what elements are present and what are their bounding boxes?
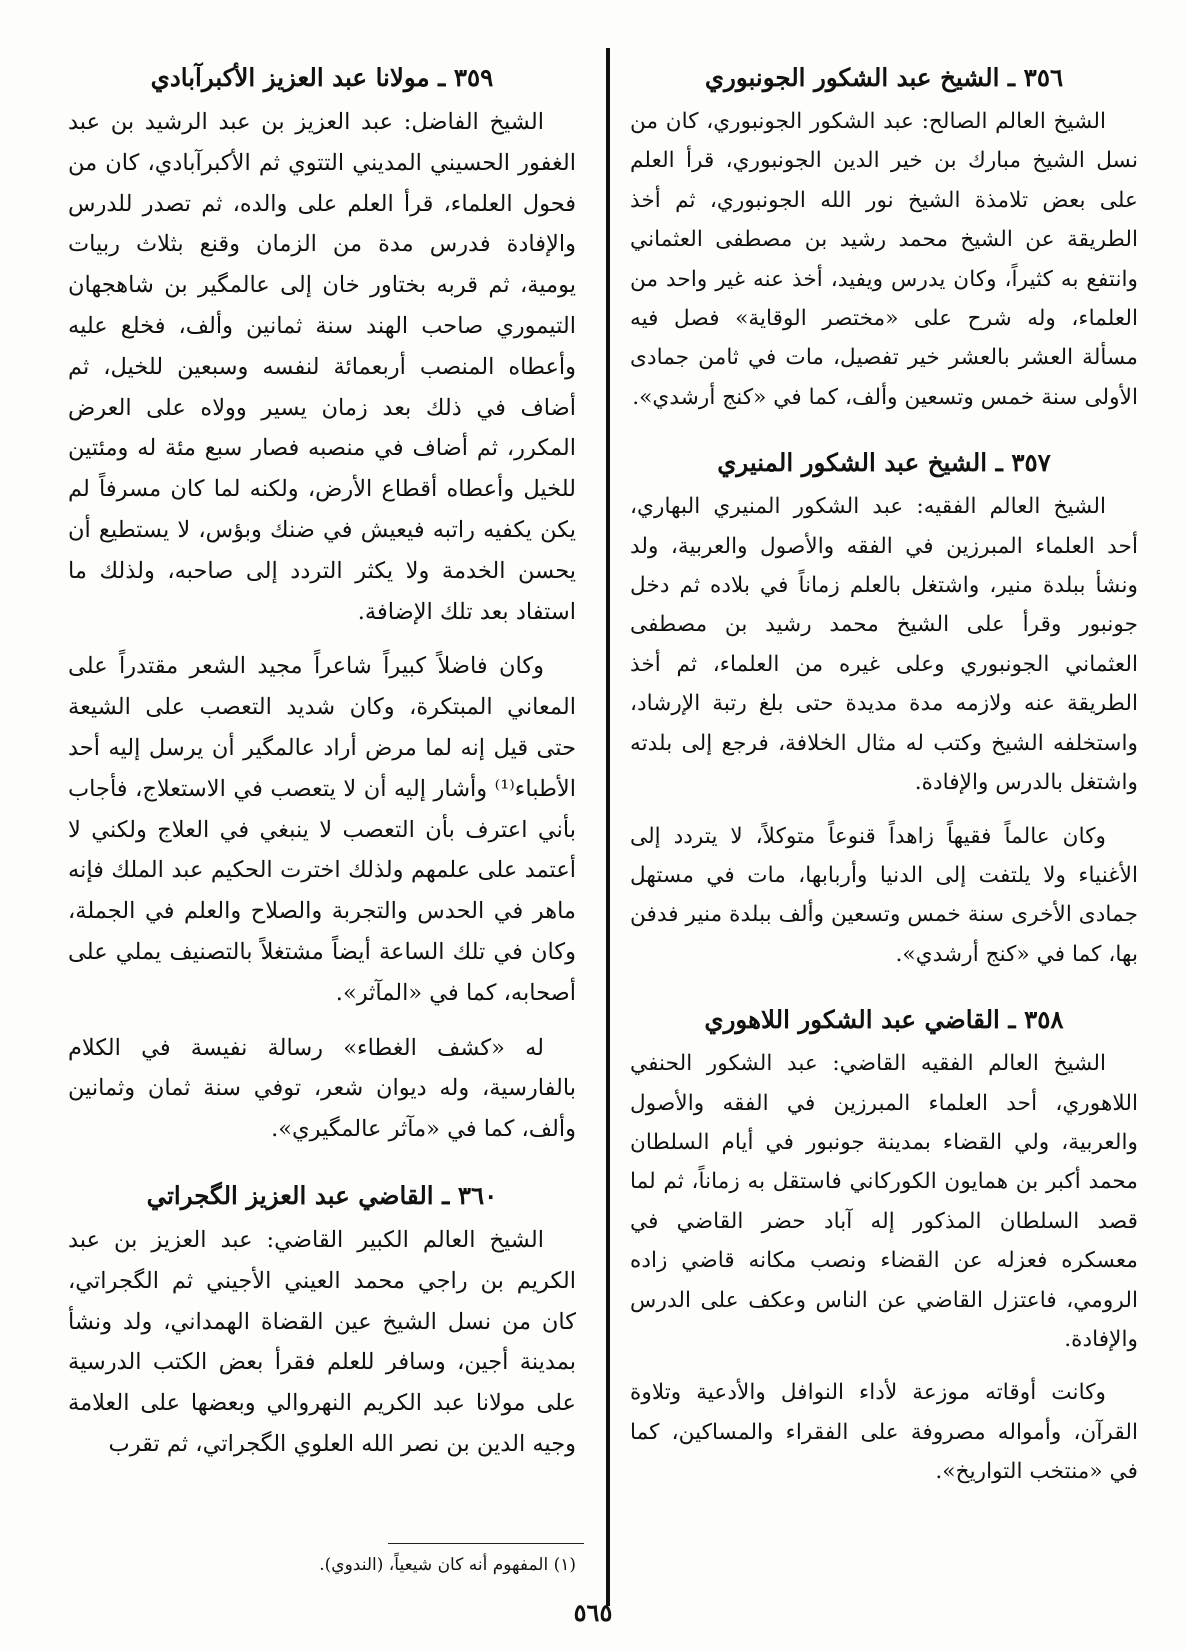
left-column (68, 58, 576, 1465)
entry-paragraph: الشيخ الفاضل: عبد العزيز بن عبد الرشيد بن عبد الغفور الحسيني المديني التتوي ثم الأكبرآبادي، كان من فحول العلماء، قرأ العلم على والده، ثم تصدر للدرس والإفادة فدرس مدة من الزمان وقنع بثلاث ربيات يومية، ثم قربه بختاور خان إلى عالمگير بن شاهجهان التيموري صاحب الهند سنة ثمانين وألف، فخلع عليه وأعطاه المنصب أربعمائة لنفسه وسبعين للخيل، ثم أضاف في ذلك بعد زمان يسير وولاه على العرض المكرر، ثم أضاف في منصبه فصار سبع مئة له ومئتين للخيل وأعطاه أقطاع الأرض، ولكنه لما كان مسرفاً لم يكن يكفيه راتبه فيعيش في ضنك وبؤس، لا يستطيع أن يحسن الخدمة ولا يكثر التردد إلى صاحبه، ولذلك ما استفاد بعد تلك الإضافة. (68, 109, 576, 625)
entry-heading: ٣٥٩ ـ مولانا عبد العزيز الأكبرآبادي (150, 63, 494, 92)
entry-358 (630, 1000, 1138, 1491)
entry-paragraph: وكان فاضلاً كبيراً شاعراً مجيد الشعر مقتدراً على المعاني المبتكرة، وكان شديد التعصب على الشيعة حتى قيل إنه لما مرض أراد عالمگير أن يرسل إليه أحد الأطباء⁽¹⁾ وأشار إليه أن لا يتعصب في الاستعلاج، فأجاب بأني اعترف بأن التعصب لا ينبغي في العلاج ولكني لا أعتمد على علمهم ولذلك اخترت الحكيم عبد الملك فإنه ماهر في الحدس والتجربة والصلاح والعلم في الجملة، وكان في تلك الساعة أيضاً مشتغلاً بالتصنيف يملي على أصحابه، كما في «المآثر». (68, 653, 576, 1006)
column-divider (606, 48, 610, 1606)
footnote-separator (388, 1543, 584, 1544)
footnote: (١) المفهوم أنه كان شيعياً، (الندوي). (319, 1555, 576, 1575)
entry-paragraph: الشيخ العالم الفقيه القاضي: عبد الشكور الحنفي اللاهوري، أحد العلماء المبرزين في الفقه والأصول والعربية، ولي القضاء بمدينة جونبور في أيام السلطان محمد أكبر بن همايون الكوركاني فاستقل به زماناً، ثم لما قصد السلطان المذكور إله آباد حضر القاضي في معسكره فعزله عن القضاء ونصب مكانه قاضي زاده الرومي، فاعتزل القاضي عن الناس وعكف على الدرس والإفادة. (630, 1051, 1138, 1352)
entry-heading: ٣٥٦ ـ الشيخ عبد الشكور الجونبوري (704, 63, 1064, 92)
entry-356 (630, 58, 1138, 417)
entry-paragraph: له «كشف الغطاء» رسالة نفيسة في الكلام بالفارسية، وله ديوان شعر، توفي سنة ثمان وثمانين وألف، كما في «مآثر عالمگيري». (68, 1034, 576, 1143)
entry-paragraph: الشيخ العالم الفقيه: عبد الشكور المنيري البهاري، أحد العلماء المبرزين في الفقه والأصول والعربية، ولد ونشأ ببلدة منير، واشتغل بالعلم زماناً في بلاده ثم دخل جونبور وقرأ على الشيخ محمد رشيد بن مصطفى العثماني الجونبوري وعلى غيره من العلماء، ثم أخذ الطريقة عنه ولازمه مدة مديدة حتى بلغ رتبة الإرشاد، واستخلفه الشيخ وكتب له مثال الخلافة، فرجع إلى بلدته واشتغل بالدرس والإفادة. (630, 494, 1138, 796)
page-number: ٥٦٥ (573, 1598, 613, 1627)
entry-paragraph: وكان عالماً فقيهاً زاهداً قنوعاً متوكلاً، لا يتردد إلى الأغنياء ولا يلتفت إلى الدنيا وأربابها، مات في مستهل جمادى الأخرى سنة خمس وتسعين وألف ببلدة منير فدفن بها، كما في «كنج أرشدي». (630, 823, 1138, 967)
entry-paragraph: الشيخ العالم الكبير القاضي: عبد العزيز بن عبد الكريم بن راجي محمد العيني الأجيني ثم الگجراتي، كان من نسل الشيخ عين القضاة الهمداني، ولد ونشأ بمدينة أجين، وسافر للعلم فقرأ بعض الكتب الدرسية على مولانا عبد الكريم النهروالي وبعضها على العلامة وجيه الدين بن نصر الله العلوي الگجراتي، ثم تقرب (68, 1226, 576, 1457)
entry-357 (630, 443, 1138, 974)
entry-360 (68, 1176, 576, 1465)
entry-paragraph: وكانت أوقاته موزعة لأداء النوافل والأدعية وتلاوة القرآن، وأمواله مصروفة على الفقراء والمساكين، كما في «منتخب التواريخ». (630, 1380, 1138, 1485)
entry-heading: ٣٥٧ ـ الشيخ عبد الشكور المنيري (717, 448, 1051, 478)
entry-heading: ٣٥٨ ـ القاضي عبد الشكور اللاهوري (704, 1005, 1064, 1035)
right-column (630, 58, 1138, 1492)
entry-359 (68, 58, 576, 1150)
entry-heading: ٣٦٠ ـ القاضي عبد العزيز الگجراتي (146, 1180, 498, 1210)
entry-paragraph: الشيخ العالم الصالح: عبد الشكور الجونبوري، كان من نسل الشيخ مبارك بن خير الدين الجونبوري، قرأ العلم على بعض تلامذة الشيخ نور الله الجونبوري، ثم أخذ الطريقة عن الشيخ محمد رشيد بن مصطفى العثماني وانتفع به كثيراً، وكان يدرس ويفيد، أخذ عنه غير واحد من العلماء، وله شرح على «مختصر الوقاية» فصل فيه مسألة العشر بالعشر خير تفصيل، مات في ثامن جمادى الأولى سنة خمس وتسعين وألف، كما في «كنج أرشدي». (630, 109, 1138, 410)
